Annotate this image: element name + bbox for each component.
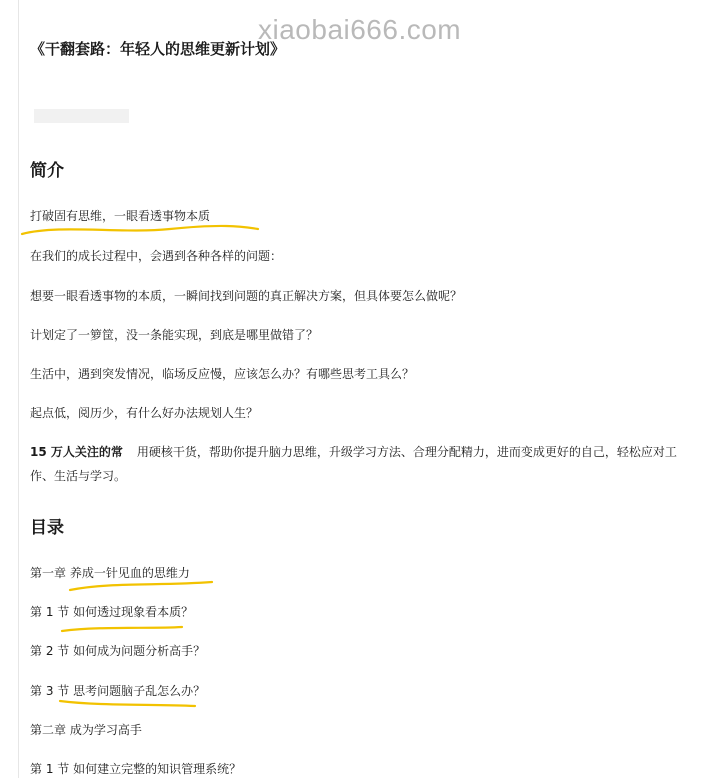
intro-heading: 简介 <box>30 161 64 181</box>
toc-item-text: 思考问题脑子乱怎么办？ <box>73 684 206 698</box>
toc-item-text: 如何透过现象看本质？ <box>73 605 194 619</box>
toc-item-text: 养成一针见血的思维力 <box>69 566 190 580</box>
watermark: xiaobai666.com <box>258 14 462 45</box>
closing-lead: 15 万人关注的常 <box>30 445 123 459</box>
toc-item-text: 如何建立完整的知识管理系统？ <box>73 762 242 776</box>
document-title: 《干翻套路：年轻人的思维更新计划》 <box>30 40 286 58</box>
toc-heading: 目录 <box>30 518 64 538</box>
toc-item-text: 成为学习高手 <box>69 723 142 737</box>
toc-item <box>30 641 205 662</box>
closing-rest: 用硬核干货，帮助你提升脑力思维，升级学习方法、合理分配精力，进而变成更好的自己，轻松应对工作、生活与学习。 <box>30 445 677 483</box>
underline-mark <box>62 627 182 631</box>
toc-item <box>30 563 190 584</box>
intro-line: 生活中，遇到突发情况，临场反应慢，应该怎么办？有哪些思考工具么？ <box>30 367 415 381</box>
toc-item <box>30 720 142 741</box>
toc-item-prefix: 第 1 节 <box>30 762 70 776</box>
toc-item <box>30 759 241 780</box>
page-left-border <box>18 0 19 778</box>
intro-line: 起点低，阅历少，有什么好办法规划人生？ <box>30 406 259 420</box>
image-placeholder <box>34 109 129 123</box>
toc-item-prefix: 第 1 节 <box>30 605 70 619</box>
intro-line: 想要一眼看透事物的本质，一瞬间找到问题的真正解决方案，但具体要怎么做呢？ <box>30 289 463 303</box>
underline-mark <box>22 226 258 234</box>
intro-line: 计划定了一箩筐，没一条能实现，到底是哪里做错了？ <box>30 328 319 342</box>
toc-item <box>30 602 193 623</box>
intro-line: 在我们的成长过程中，会遇到各种各样的问题： <box>30 249 283 263</box>
toc-item-prefix: 第 3 节 <box>30 684 70 698</box>
toc-item <box>30 681 205 702</box>
toc-item-text: 如何成为问题分析高手？ <box>73 644 206 658</box>
toc-item-prefix: 第 2 节 <box>30 644 70 658</box>
intro-closing-paragraph <box>30 440 700 488</box>
toc-item-prefix: 第二章 <box>30 723 67 737</box>
intro-tagline: 打破固有思维，一眼看透事物本质 <box>30 209 211 223</box>
toc-item-prefix: 第一章 <box>30 566 67 580</box>
